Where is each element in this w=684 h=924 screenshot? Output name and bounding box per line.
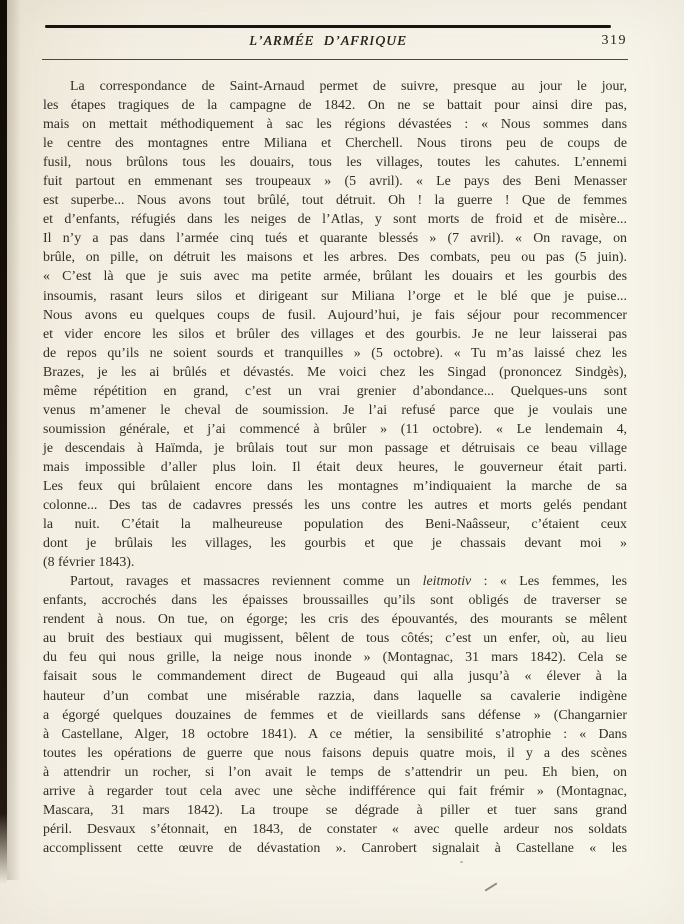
text-line: Partout, ravages et massacres reviennent comme un leitmotiv : « Les femmes, les: [70, 574, 627, 590]
text-line: mais on mettait méthodiquement à sac les régions dévastées : « Nous sommes dans: [43, 117, 627, 133]
scan-gutter-shadow: [7, 0, 21, 880]
text-line: Il n’y a pas dans l’armée cinq tués et quarante blessés » (7 avril). « On ravage, on: [43, 231, 627, 247]
text-line: mais impossible d’aller plus loin. Il était deux heures, le gouverneur était parti.: [43, 459, 627, 475]
text-line: enfants, accrochés dans les épaisses broussailles qu’ils sont obligés de traverser se: [43, 593, 627, 609]
text-line: du feu qui nous grille, la neige nous inonde » (Montagnac, 31 mars 1842). Cela se: [43, 650, 627, 666]
text-line: dont je brûlais les villages, les gourbis et que je chassais devant moi »: [43, 536, 627, 552]
text-line: est superbe... Nous avons tout brûlé, tout détruit. Oh ! la guerre ! Que de femmes: [43, 193, 627, 209]
text-line: à Castellane, Alger, 18 octobre 1841). A ce métier, la sensibilité s’atrophie : « Dans: [43, 726, 627, 742]
text-line: péril. Desvaux s’étonnait, en 1843, de constater « avec quelle ardeur nos soldats: [43, 821, 627, 837]
text-line: a égorgé quelques douzaines de femmes et de vieillards sans défense » (Changarnier: [43, 707, 627, 723]
text-line: je descendais à Haïmda, je brûlais tout sur mon passage et détruisais ce beau village: [43, 440, 627, 456]
pencil-dot: [460, 861, 463, 863]
text-line: venus m’amener le cheval de soumission. Je l’ai refusé parce que je voulais une: [43, 402, 627, 418]
text-line: la nuit. C’était la malheureuse population des Beni-Naâsseur, c’étaient ceux: [43, 517, 627, 533]
paragraph-2: [43, 572, 627, 858]
text-line: et vider encore les silos et brûler des villages et des gourbis. Je ne leur laisserai pas: [43, 326, 627, 342]
header-rule: [42, 59, 628, 60]
text-line: même répétition en grand, c’est un vrai grenier d’abondance... Quelques-uns sont: [43, 383, 627, 399]
text-line: toutes les opérations de guerre que nous faisons depuis quatre mois, il y a des scènes: [43, 745, 627, 761]
text-line: (8 février 1843).: [43, 555, 135, 571]
text-line: soumission générale, et j’ai commencé à brûler » (11 octobre). « Le lendemain 4,: [43, 421, 627, 437]
text-line: accomplissent cette œuvre de dévastation ». Canrobert signalait à Castellane « les: [43, 840, 627, 856]
text-line: insoumis, rasant leurs silos et dirigeant sur Miliana l’orge et le blé que je puise...: [43, 288, 627, 304]
text-line: colonne... Des tas de cadavres pressés les uns contre les autres et morts gelés pendant: [43, 498, 627, 514]
text-line: rendent à nous. On tue, on égorge; les cris des épouvantés, des mourants se mêlent: [43, 612, 627, 628]
text-line: fusil, nous brûlons tous les douairs, tous les villages, toutes les cahutes. L’ennemi: [43, 155, 627, 171]
text-line: à attendrir un rocher, si l’on avait le temps de s’attendrir un peu. Eh bien, on: [43, 764, 627, 780]
text-line: Nous avons eu quelques coups de fusil. Aujourd’hui, je fais séjour pour recommencer: [43, 307, 627, 323]
text-line: Mascara, 31 mars 1842). La troupe se dégrade à piller et tuer sans grand: [43, 802, 627, 818]
text-line: Les feux qui brûlaient encore dans les montagnes m’indiquaient la marche de sa: [43, 478, 627, 494]
text-line: brûle, on pille, on détruit les maisons et les arbres. Des combats, peu ou pas (5 juin).: [43, 250, 627, 266]
pencil-mark: [485, 882, 498, 891]
text-line: hauteur d’un combat une misérable razzia, dans laquelle sa cavalerie indigène: [43, 688, 627, 704]
page-number: 319: [601, 33, 627, 48]
text-line: « C’est là que je suis avec ma petite armée, brûlant les douairs et les gourbis des: [43, 269, 627, 285]
text-line: au bruit des bestiaux qui mugissent, bêlent de tous côtés; c’est un enfer, où, au lieu: [43, 631, 627, 647]
text-line: les étapes tragiques de la campagne de 1842. On ne se battait pour ainsi dire pas,: [43, 98, 627, 114]
text-line: le centre des montagnes entre Miliana et Cherchell. Nous tirons peu de coups de: [43, 136, 627, 152]
running-title: L’ARMÉE D’AFRIQUE: [249, 33, 407, 48]
text-line: de repos qu’ils ne soient sourds et tranquilles » (5 octobre). « Tu m’as laissé chez les: [43, 345, 627, 361]
text-line: et d’enfants, réfugiés dans les neiges de l’Atlas, y sont morts de froid et de misère...: [43, 212, 627, 228]
text-line: Brazes, je les ai brûlés et dévastés. Me voici chez les Singad (prononcez Sindgès),: [43, 364, 627, 380]
italic-term: leitmotiv: [422, 574, 472, 590]
text-line: La correspondance de Saint-Arnaud permet de suivre, presque au jour le jour,: [70, 79, 627, 94]
scan-gutter-edge: [0, 0, 7, 884]
text-line: faisait sous le commandement direct de Bugeaud qui alla jusqu’à « élever à la: [43, 669, 627, 685]
top-rule: [45, 25, 611, 28]
text-line: arrive à regarder tout cela avec une sèche indifférence qui fait frémir » (Montagnac,: [43, 783, 627, 799]
paragraph-1: [43, 77, 627, 572]
text-line: fuit partout en emmenant ses troupeaux » (5 avril). « Le pays des Beni Menasser: [43, 174, 627, 190]
text-block: [43, 77, 627, 858]
